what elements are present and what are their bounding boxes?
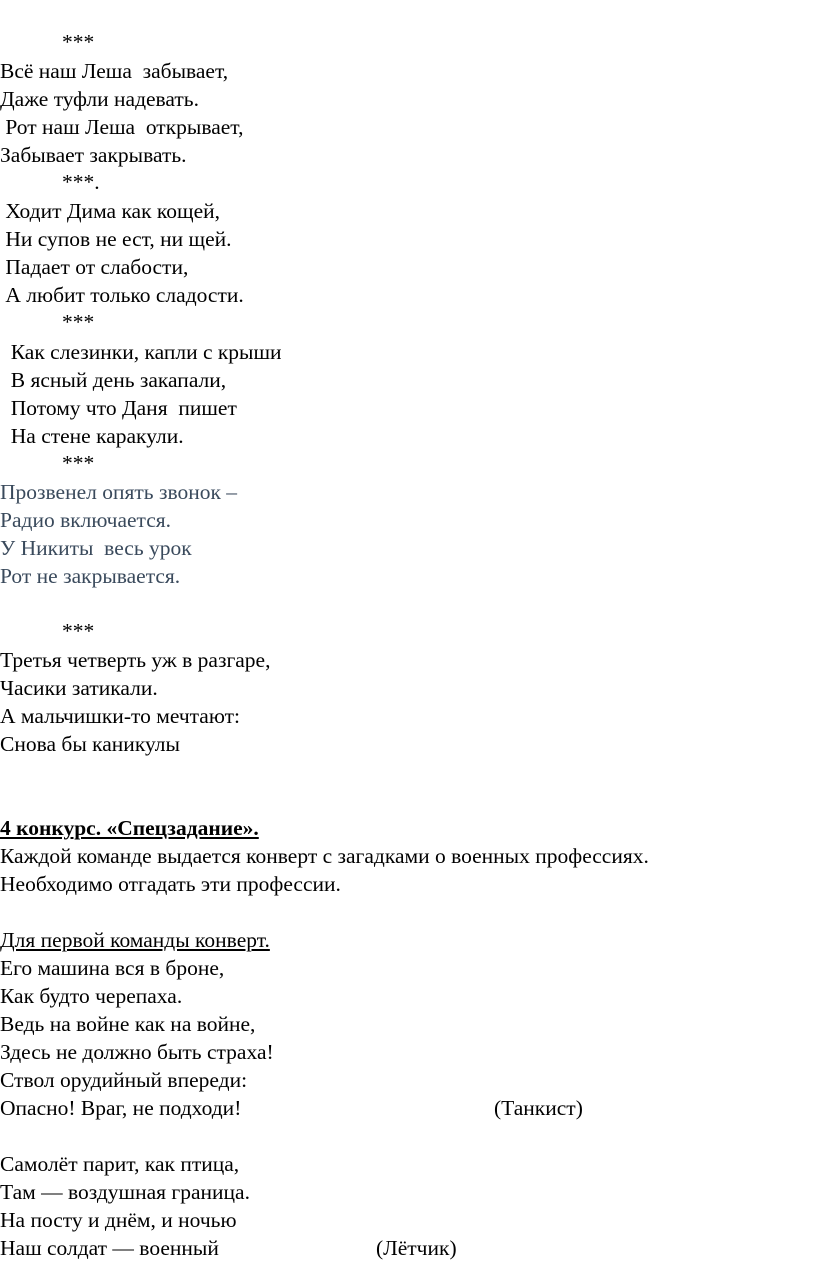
section-heading: 4 конкурс. «Спецзадание». bbox=[0, 816, 259, 840]
riddle-answer: (Лётчик) bbox=[376, 1236, 457, 1260]
intro-line: Необходимо отгадать эти профессии. bbox=[0, 872, 341, 896]
stars-separator: *** bbox=[62, 619, 95, 643]
poem-line: Забывает закрывать. bbox=[0, 143, 187, 167]
poem-line: Рот не закрывается. bbox=[0, 564, 181, 588]
poem-line: Даже туфли надевать. bbox=[0, 87, 199, 111]
riddle-line: Наш солдат — военный bbox=[0, 1236, 219, 1260]
stars-separator: *** bbox=[62, 30, 95, 54]
poem-line: Падает от слабости, bbox=[0, 255, 189, 279]
intro-line: Каждой команде выдается конверт с загадками о военных профессиях. bbox=[0, 844, 649, 868]
riddle-line: На посту и днём, и ночью bbox=[0, 1208, 237, 1232]
poem-line: Часики затикали. bbox=[0, 676, 158, 700]
poem-line: Снова бы каникулы bbox=[0, 732, 180, 756]
riddle-line: Ствол орудийный впереди: bbox=[0, 1068, 248, 1092]
poem-line: На стене каракули. bbox=[0, 424, 184, 448]
team-heading: Для первой команды конверт. bbox=[0, 928, 270, 952]
stars-separator: *** bbox=[62, 310, 95, 334]
riddle-line: Ведь на войне как на войне, bbox=[0, 1012, 256, 1036]
poem-line: Третья четверть уж в разгаре, bbox=[0, 648, 271, 672]
riddle-line: Опасно! Враг, не подходи! bbox=[0, 1096, 242, 1120]
riddle-line: Как будто черепаха. bbox=[0, 984, 183, 1008]
riddle-line: Его машина вся в броне, bbox=[0, 956, 225, 980]
poem-line: Ходит Дима как кощей, bbox=[0, 199, 221, 223]
poem-line: Рот наш Леша открывает, bbox=[0, 115, 244, 139]
poem-line: Ни супов не ест, ни щей. bbox=[0, 227, 232, 251]
poem-line: У Никиты весь урок bbox=[0, 536, 192, 560]
stars-separator: *** bbox=[62, 451, 95, 475]
poem-line: А любит только сладости. bbox=[0, 283, 244, 307]
poem-line: Потому что Даня пишет bbox=[0, 396, 237, 420]
riddle-answer: (Танкист) bbox=[494, 1096, 583, 1120]
poem-line: Прозвенел опять звонок – bbox=[0, 480, 238, 504]
poem-line: Всё наш Леша забывает, bbox=[0, 59, 229, 83]
poem-line: В ясный день закапали, bbox=[0, 368, 227, 392]
poem-line: Как слезинки, капли с крыши bbox=[0, 340, 282, 364]
riddle-line: Там — воздушная граница. bbox=[0, 1180, 250, 1204]
riddle-line: Самолёт парит, как птица, bbox=[0, 1152, 240, 1176]
poem-line: А мальчишки-то мечтают: bbox=[0, 704, 240, 728]
riddle-line: Здесь не должно быть страха! bbox=[0, 1040, 274, 1064]
poem-line: Радио включается. bbox=[0, 508, 172, 532]
stars-separator: ***. bbox=[62, 170, 100, 194]
